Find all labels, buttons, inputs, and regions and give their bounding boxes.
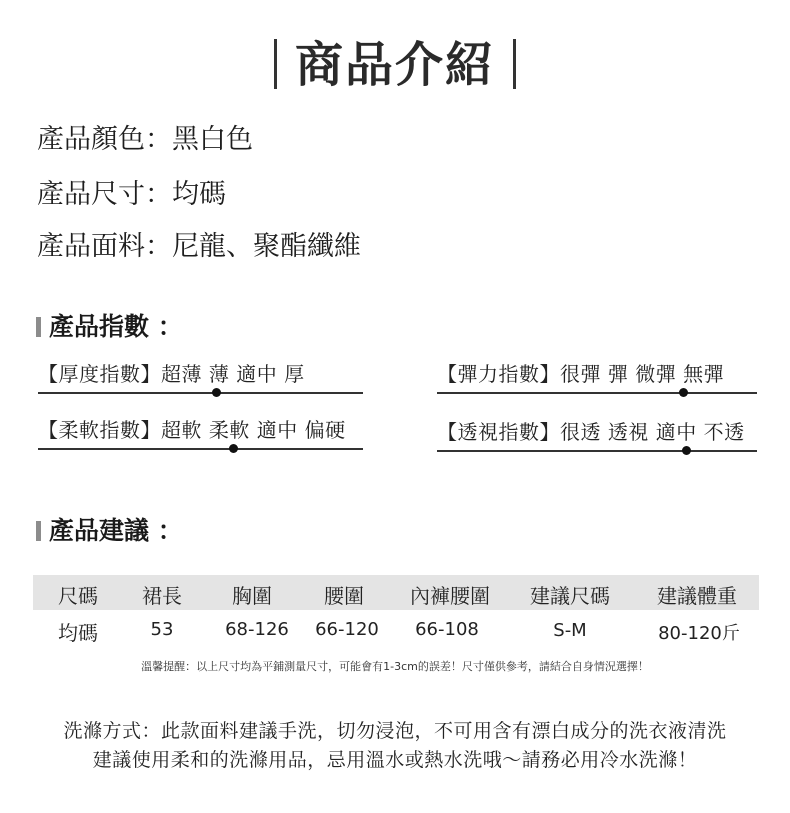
thickness-index-dot [212,388,221,397]
table-cell-bust: 68-126 [225,619,289,640]
table-header-size: 尺碼 [58,584,98,608]
measurement-tip: 溫馨提醒：以上尺寸均為平鋪測量尺寸，可能會有1-3cm的誤差！尺寸僅供參考，請結合自身情況選擇！ [141,660,649,673]
table-header-suggested-weight: 建議體重 [657,584,737,608]
softness-index [38,414,363,464]
table-cell-suggested-weight: 80-120斤 [658,623,740,644]
washing-instructions-line-2: 建議使用柔和的洗滌用品，忌用溫水或熱水洗哦～請務必用冷水洗滌！ [92,749,698,771]
elasticity-index-dot [679,388,688,397]
transparency-index [437,416,757,466]
advice-section-heading [36,511,183,547]
advice-heading-text: 產品建議 ： [49,516,183,545]
table-cell-length: 53 [150,619,174,640]
section-mark [36,317,41,337]
table-header-length: 裙長 [142,584,182,608]
washing-instructions-line-1: 洗滌方式：此款面料建議手洗，切勿浸泡，不可用含有漂白成分的洗衣液清洗 [63,720,727,742]
thickness-index [38,358,363,408]
transparency-index-dot [682,446,691,455]
table-cell-waist: 66-120 [315,619,379,640]
transparency-index-text: 【透視指數】很透 透視 適中 不透 [437,420,745,444]
softness-index-dot [229,444,238,453]
thickness-index-text: 【厚度指數】超薄 薄 適中 厚 [38,362,305,386]
elasticity-index [437,358,757,408]
elasticity-index-line [437,392,757,394]
info-size: 產品尺寸：均碼 [37,179,226,210]
table-header-waist: 腰圍 [324,584,364,608]
transparency-index-line [437,450,757,452]
table-header-suggested-size: 建議尺碼 [530,584,610,608]
title-left-bar [274,39,277,89]
info-color: 產品顏色：黑白色 [37,124,253,155]
softness-index-line [38,448,363,450]
title-right-bar [513,39,516,89]
section-mark [36,521,41,541]
info-material: 產品面料：尼龍、聚酯纖維 [37,231,361,262]
elasticity-index-text: 【彈力指數】很彈 彈 微彈 無彈 [437,362,725,386]
index-section-heading [36,307,183,343]
table-cell-brief-waist: 66-108 [415,619,479,640]
index-heading-text: 產品指數 ： [49,312,183,341]
table-header-bust: 胸圍 [232,584,272,608]
table-cell-size: 均碼 [58,621,98,645]
softness-index-text: 【柔軟指數】超軟 柔軟 適中 偏硬 [38,418,346,442]
table-header-brief-waist: 內褲腰圍 [410,584,490,608]
page-title [0,26,790,95]
title-text: 商品介紹 [294,37,495,93]
table-cell-suggested-size: S-M [553,620,587,641]
thickness-index-line [38,392,363,394]
